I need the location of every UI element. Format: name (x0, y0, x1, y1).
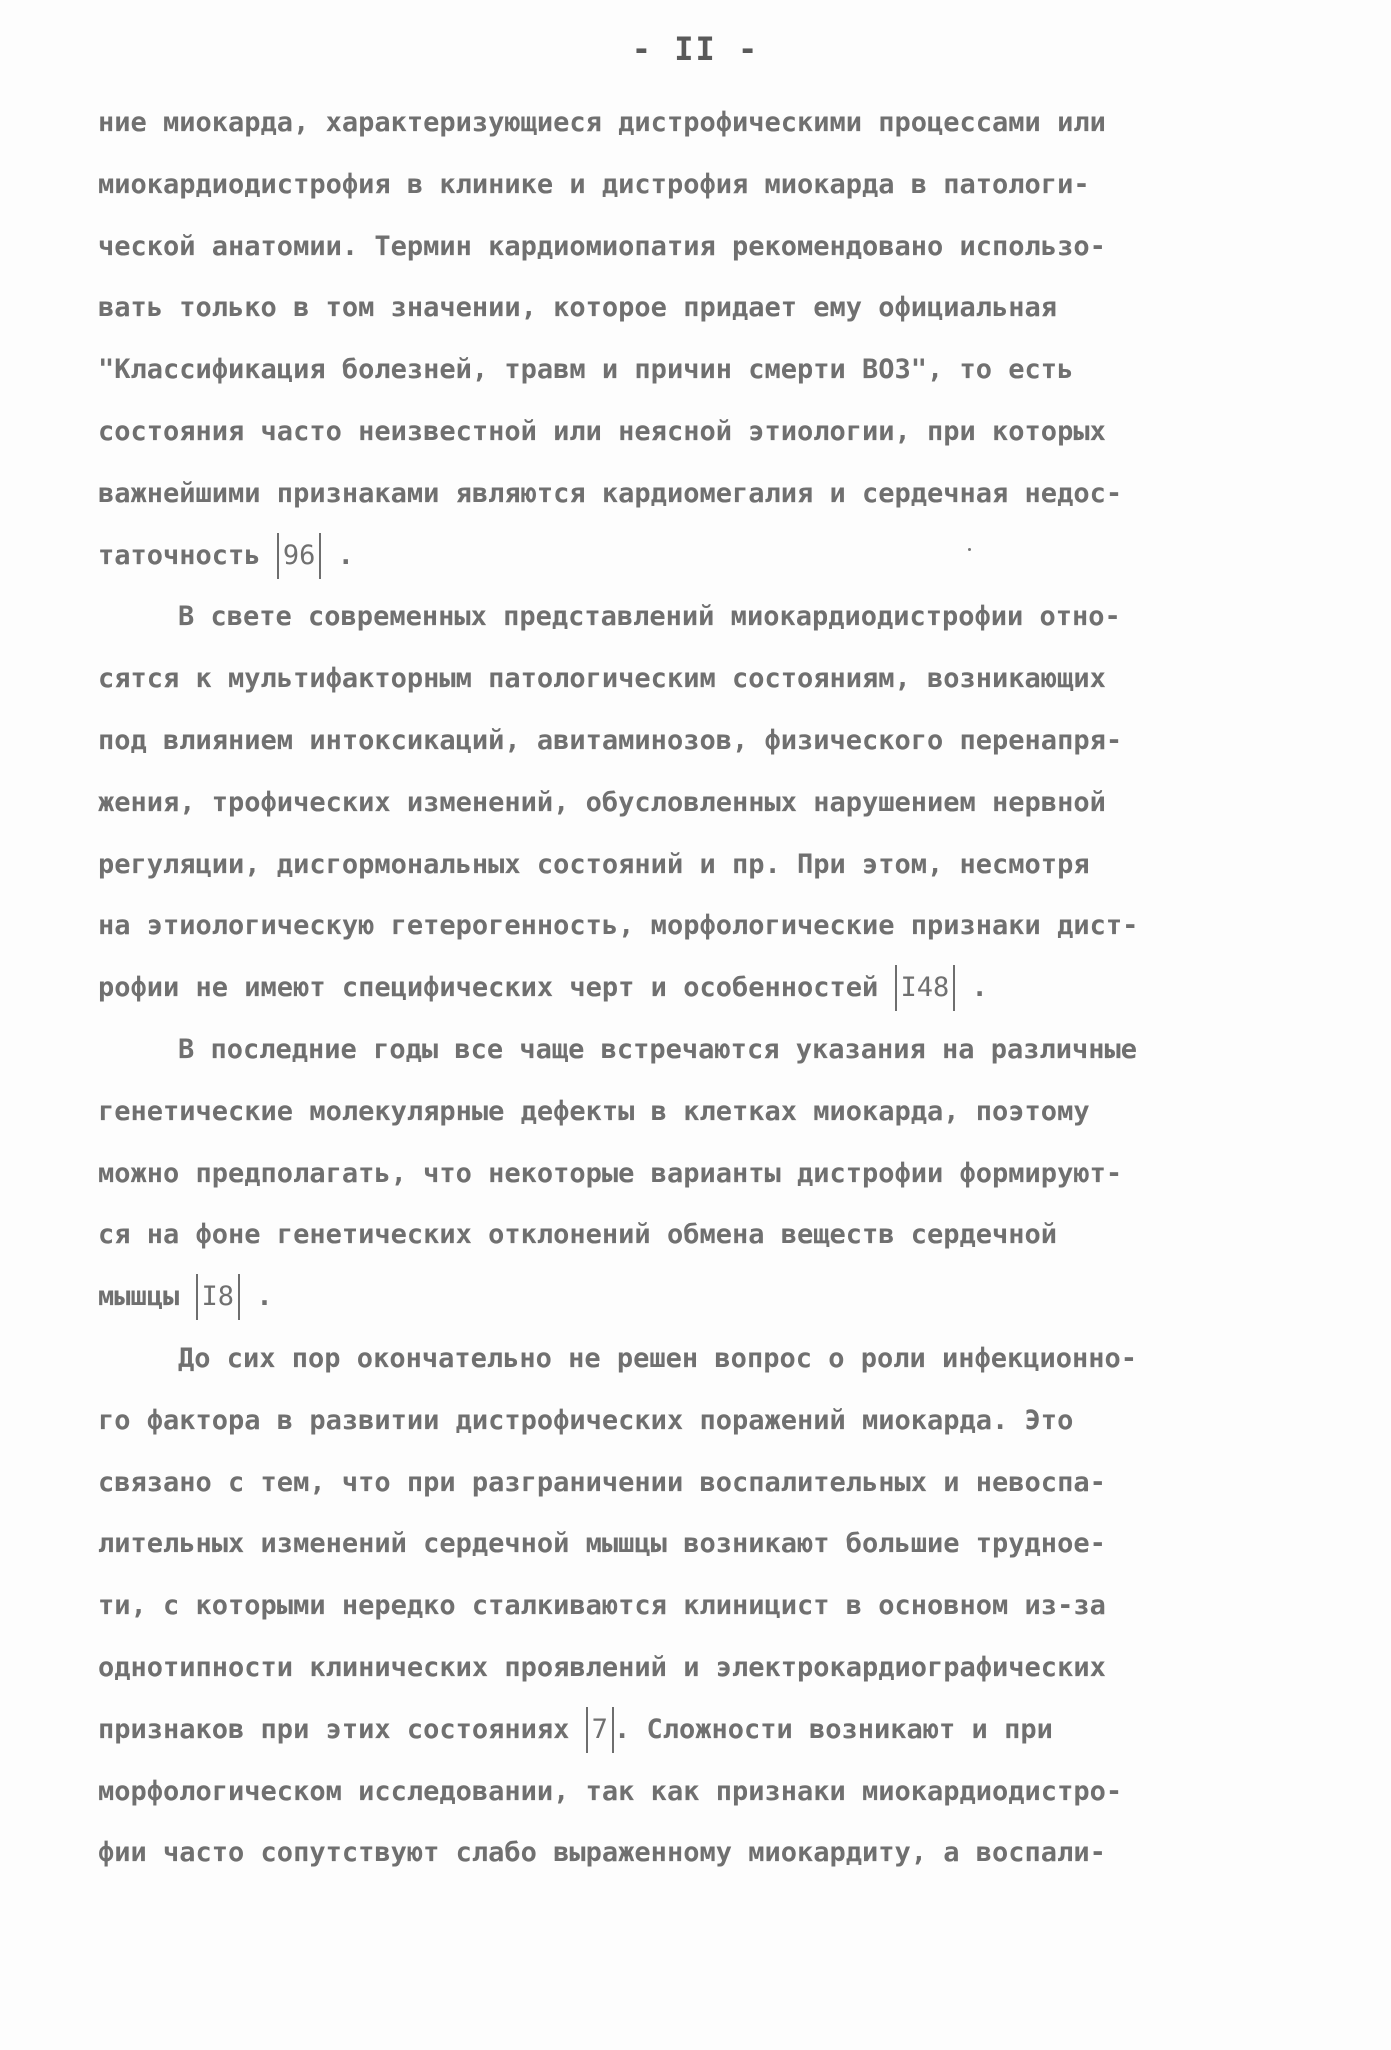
text-line (98, 525, 1308, 587)
line-text: вать только в том значении, которое придает ему официальная (98, 292, 1058, 324)
paragraph (98, 586, 1308, 1019)
line-text-after: . (240, 1281, 273, 1313)
text-line (98, 1390, 1308, 1452)
line-text: состояния часто неизвестной или неясной этиологии, при которых (98, 415, 1106, 447)
text-line (98, 1513, 1308, 1575)
line-text: лительных изменений сердечной мышцы возникают большие трудное- (98, 1528, 1106, 1560)
line-text: признаков при этих состояниях (98, 1713, 586, 1745)
text-line (98, 463, 1308, 525)
text-line (98, 1019, 1308, 1081)
text-line (98, 1822, 1308, 1884)
scan-speck (968, 548, 971, 551)
text-line (98, 1204, 1308, 1266)
text-line (98, 648, 1308, 710)
text-line (98, 1761, 1308, 1823)
line-text: можно предполагать, что некоторые варианты дистрофии формируют- (98, 1157, 1123, 1189)
line-text: ние миокарда, характеризующиеся дистрофическими процессами или (98, 107, 1106, 138)
citation-reference: I48 (895, 965, 956, 1011)
line-text-after: . Сложности возникают и при (613, 1713, 1053, 1745)
line-text: генетические молекулярные дефекты в клетках миокарда, поэтому (98, 1095, 1090, 1127)
paragraph (98, 1019, 1308, 1328)
text-line (98, 957, 1308, 1019)
line-text: регуляции, дисгормональных состояний и пр. При этом, несмотря (98, 848, 1090, 880)
text-line (98, 710, 1308, 772)
line-text: ческой анатомии. Термин кардиомиопатия рекомендовано использо- (98, 230, 1106, 262)
text-line (98, 1575, 1308, 1637)
text-line (98, 586, 1308, 648)
text-line (98, 277, 1308, 339)
body-text (98, 92, 1308, 1884)
line-text: под влиянием интоксикаций, авитаминозов, физического перенапря- (98, 724, 1123, 756)
line-text: го фактора в развитии дистрофических поражений миокарда. Это (98, 1404, 1074, 1436)
line-text: фии часто сопутствуют слабо выраженному миокардиту, а воспали- (98, 1837, 1106, 1869)
citation-reference: I8 (196, 1274, 241, 1320)
line-text: жения, трофических изменений, обусловленных нарушением нервной (98, 786, 1106, 818)
line-text: рофии не имеют специфических черт и особенностей (98, 972, 895, 1004)
text-line (98, 1081, 1308, 1143)
text-line (98, 1637, 1308, 1699)
line-text: сятся к мультифакторным патологическим состояниям, возникающих (98, 663, 1106, 695)
text-line (98, 1328, 1308, 1390)
text-line (98, 834, 1308, 896)
text-line (98, 154, 1308, 216)
paragraph (98, 1328, 1308, 1884)
text-line (98, 1452, 1308, 1514)
line-text-after: . (321, 539, 354, 571)
line-text: миокардиодистрофия в клинике и дистрофия миокарда в патологи- (98, 168, 1090, 200)
text-line (98, 216, 1308, 278)
page-number: - II - (631, 30, 760, 68)
citation-reference: 7 (586, 1707, 614, 1753)
citation-reference: 96 (277, 533, 322, 579)
line-text: мышцы (98, 1281, 196, 1313)
text-line (98, 772, 1308, 834)
line-text: морфологическом исследовании, так как признаки миокардиодистро- (98, 1775, 1123, 1807)
text-line (98, 92, 1308, 154)
line-text: связано с тем, что при разграничении воспалительных и невоспа- (98, 1466, 1106, 1498)
text-line (98, 339, 1308, 401)
line-text: ти, с которыми нередко сталкиваются клиницист в основном из-за (98, 1590, 1106, 1622)
line-text: В последние годы все чаще встречаются указания на различные (178, 1033, 1138, 1065)
paragraph (98, 92, 1308, 586)
line-text: важнейшими признаками являются кардиомегалия и сердечная недос- (98, 477, 1123, 509)
line-text: однотипности клинических проявлений и электрокардиографических (98, 1651, 1106, 1683)
line-text: на этиологическую гетерогенность, морфологические признаки дист- (98, 910, 1139, 942)
text-line (98, 895, 1308, 957)
line-text: В свете современных представлений миокардиодистрофии отно- (178, 601, 1121, 633)
line-text-after: . (955, 972, 988, 1004)
line-text: До сих пор окончательно не решен вопрос о роли инфекционно- (178, 1342, 1138, 1374)
line-text: "Классификация болезней, травм и причин смерти ВОЗ", то есть (98, 354, 1074, 386)
text-line (98, 1266, 1308, 1328)
text-line (98, 1699, 1308, 1761)
text-line (98, 401, 1308, 463)
line-text: таточность (98, 539, 277, 571)
text-line (98, 1143, 1308, 1205)
line-text: ся на фоне генетических отклонений обмена веществ сердечной (98, 1219, 1058, 1251)
